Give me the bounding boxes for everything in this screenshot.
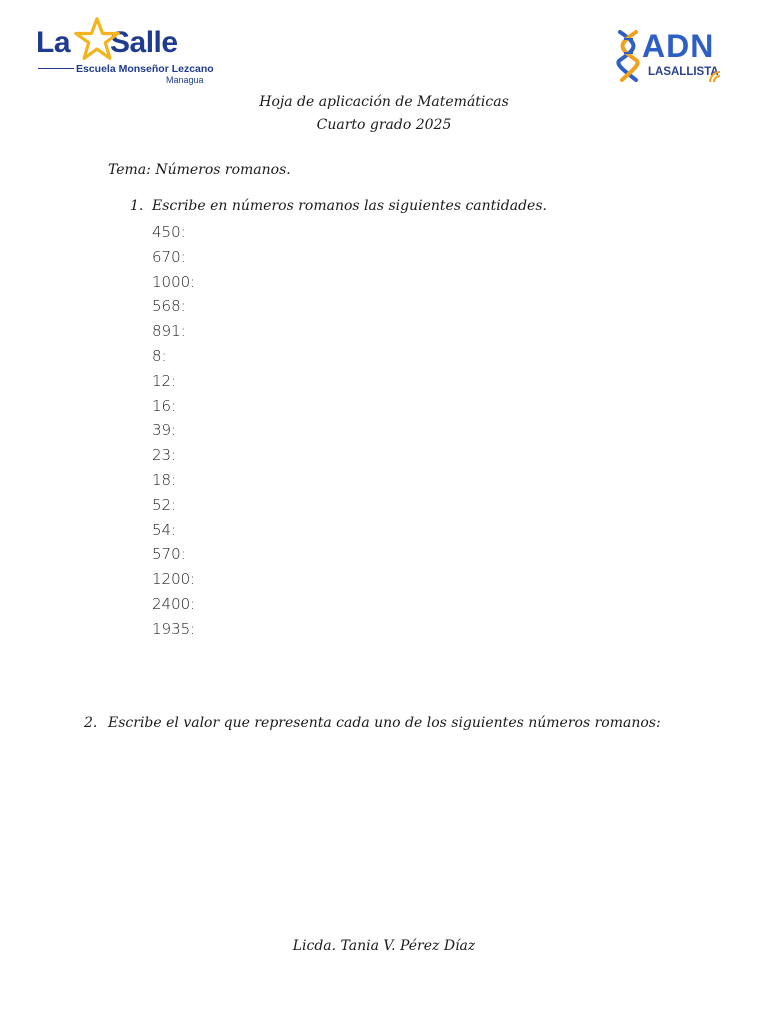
star-icon xyxy=(74,16,120,62)
topic-heading: Tema: Números romanos. xyxy=(108,162,291,178)
list-item: 1200: xyxy=(152,570,196,589)
adn-title: ADN xyxy=(642,28,715,64)
worksheet-title: Hoja de aplicación de Matemáticas xyxy=(259,94,509,110)
logo-school-name: Escuela Monseñor Lezcano xyxy=(76,63,214,75)
quantities-list xyxy=(152,220,195,642)
list-item: 23: xyxy=(152,446,177,465)
logo-city: Managua xyxy=(166,75,204,85)
worksheet-subtitle: Cuarto grado 2025 xyxy=(316,117,452,133)
logo-brand-la: La xyxy=(36,26,71,59)
list-item: 12: xyxy=(152,371,177,390)
list-item: 450: xyxy=(152,223,186,241)
list-item: 891: xyxy=(152,322,186,341)
list-item: 16: xyxy=(152,396,177,415)
signal-icon xyxy=(708,70,722,84)
list-item: 39: xyxy=(152,421,177,440)
question-2-number: 2. xyxy=(84,715,98,731)
adn-subtitle: LASALLISTA xyxy=(648,66,719,78)
la-salle-logo xyxy=(36,16,226,85)
list-item: 670: xyxy=(152,247,186,266)
list-item: 8: xyxy=(152,346,167,365)
list-item: 18: xyxy=(152,470,177,489)
list-item: 570: xyxy=(152,545,186,564)
question-2 xyxy=(84,715,661,731)
logo-divider xyxy=(38,68,74,69)
logo-brand-salle: Salle xyxy=(110,26,178,59)
question-1-number: 1. xyxy=(130,198,144,214)
list-item: 54: xyxy=(152,520,177,539)
teacher-signature: Licda. Tania V. Pérez Díaz xyxy=(292,938,476,954)
dna-helix-icon xyxy=(616,30,642,82)
list-item: 568: xyxy=(152,297,186,316)
list-item: 1000: xyxy=(152,272,196,291)
list-item: 1935: xyxy=(152,619,196,638)
adn-lasallista-logo xyxy=(612,26,724,86)
question-1-text: Escribe en números romanos las siguientes cantidades. xyxy=(152,198,547,214)
question-2-text: Escribe el valor que representa cada uno de los siguientes números romanos: xyxy=(108,715,661,731)
question-1 xyxy=(130,198,547,214)
list-item: 52: xyxy=(152,495,177,514)
list-item: 2400: xyxy=(152,594,196,613)
